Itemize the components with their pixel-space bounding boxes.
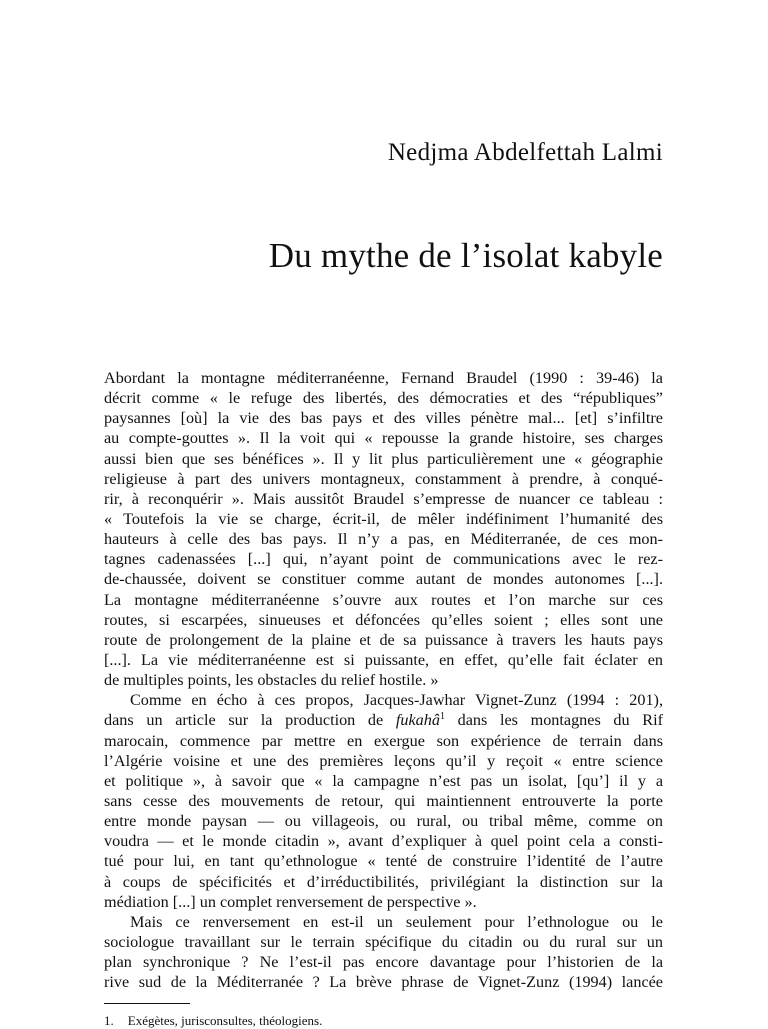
body-line: entre monde paysan — ou villageois, ou rural, ou tribal même, comme on xyxy=(104,812,663,831)
body-line: décrit comme « le refuge des libertés, des démocraties et des “républiques” xyxy=(104,389,663,408)
body-line: et politique », à savoir que « la campagne n’est pas un isolat, [qu’] il y a xyxy=(104,771,663,790)
body-line: routes, si escarpées, sinueuses et défoncées qu’elles soient ; elles sont une xyxy=(104,610,663,629)
body-line: Mais ce renversement en est-il un seulement pour l’ethnologue ou le xyxy=(130,912,663,931)
footnote-text: Exégètes, jurisconsultes, théologiens. xyxy=(127,1013,323,1028)
body-line: rir, à reconquérir ». Mais aussitôt Braudel s’empresse de nuancer ce tableau : xyxy=(104,489,663,508)
body-line xyxy=(104,710,663,730)
body-line: [...]. La vie méditerranéenne est si puissante, en effet, qu’elle fait éclater en xyxy=(104,650,663,669)
footnote-number: 1. xyxy=(104,1013,114,1028)
body-line: voudra — et le monde citadin », avant d’expliquer à quel point cela a consti- xyxy=(104,832,663,851)
body-line: aussi bien que ses bénéfices ». Il y lit plus particulièrement une « géographie xyxy=(104,449,663,468)
article-author: Nedjma Abdelfettah Lalmi xyxy=(387,139,663,166)
body-line: La montagne méditerranéenne s’ouvre aux routes et l’on marche sur ces xyxy=(104,590,663,609)
body-line: sans cesse des mouvements de retour, qui maintiennent entrouverte la porte xyxy=(104,791,663,810)
footnote-reference: 1 xyxy=(439,711,445,723)
body-line: de-chaussée, doivent se constituer comme autant de mondes autonomes [...]. xyxy=(104,570,663,589)
body-line: Abordant la montagne méditerranéenne, Fernand Braudel (1990 : 39-46) la xyxy=(104,369,663,387)
body-line: Comme en écho à ces propos, Jacques-Jawhar Vignet-Zunz (1994 : 201), xyxy=(130,691,663,710)
body-line: plan synchronique ? Ne l’est-il pas encore davantage pour l’historien de la xyxy=(104,953,663,972)
body-line: au compte-gouttes ». Il la voit qui « repousse la grande histoire, ses charges xyxy=(104,429,663,448)
body-line: l’Algérie voisine et une des premières leçons qu’il y reçoit « entre science xyxy=(104,751,663,770)
footnote xyxy=(104,1013,322,1029)
body-line: médiation [...] un complet renversement de perspective ». xyxy=(104,892,477,911)
footnote-divider xyxy=(104,1003,190,1004)
body-line: rive sud de la Méditerranée ? La brève phrase de Vignet-Zunz (1994) lancée xyxy=(104,973,663,992)
body-line: hauteurs à celle des bas pays. Il n’y a pas, en Méditerranée, de ces mon- xyxy=(104,530,663,549)
body-line: paysannes [où] la vie des bas pays et des villes pénètre mal... [et] s’infiltre xyxy=(104,409,663,428)
body-line: religieuse à part des univers montagneux, constamment à prendre, à conqué- xyxy=(104,469,663,488)
body-line-segment: dans les montagnes du Rif xyxy=(444,711,663,730)
article-body xyxy=(104,368,663,992)
body-line-segment: dans un article sur la production de xyxy=(104,711,396,730)
body-line: marocain, commence par mettre en exergue son expérience de terrain dans xyxy=(104,731,663,750)
body-line: de multiples points, les obstacles du relief hostile. » xyxy=(104,671,439,690)
body-line: « Toutefois la vie se charge, écrit-il, de mêler indéfiniment l’humanité des xyxy=(104,509,663,528)
body-line: sociologue travaillant sur le terrain spécifique du citadin ou du rural sur un xyxy=(104,932,663,951)
body-line: à coups de spécificités et d’irréductibilités, privilégiant la distinction sur la xyxy=(104,872,663,891)
article-title: Du mythe de l’isolat kabyle xyxy=(268,236,663,275)
body-line: tagnes cadenassées [...] qui, n’ayant point de communications avec le rez- xyxy=(104,550,663,569)
italic-term: fukahâ xyxy=(395,711,440,730)
body-line: tué pour lui, en tant qu’ethnologue « tenté de construire l’identité de l’autre xyxy=(104,852,663,871)
body-line: route de prolongement de la plaine et de sa puissance à travers les hauts pays xyxy=(104,630,663,649)
